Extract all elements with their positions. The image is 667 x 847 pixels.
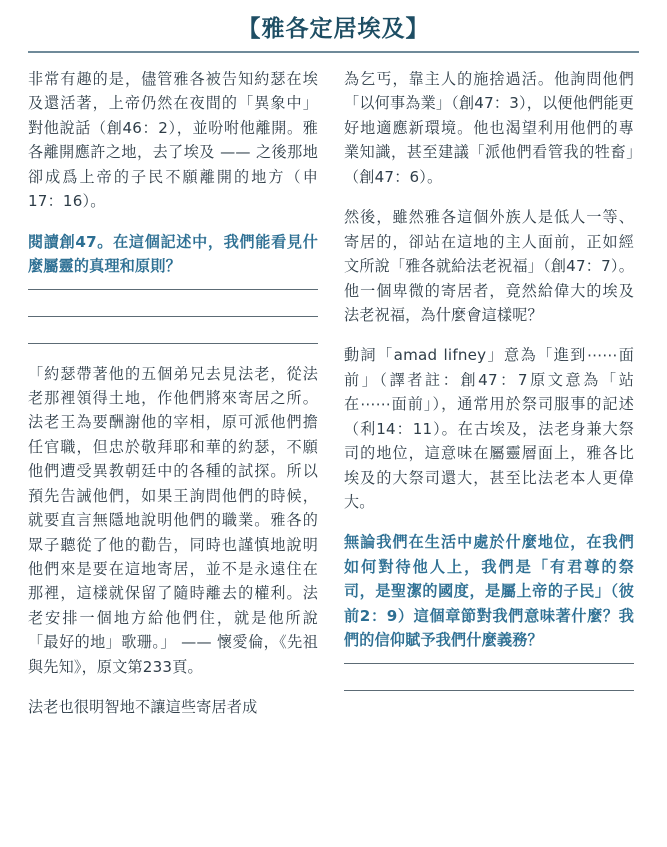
quotation-paragraph: 「約瑟帶著他的五個弟兄去見法老，從法老那裡領得土地，作他們將來寄居之所。法老王為要酬謝他的宰相，原可派他們擔任官職，但忠於敬拜耶和華的約瑟，不願他們遭受異教朝廷中的各種的試探。所以預先告誡他們，如果王詢問他們的時候，就要直言無隱地說明他們的職業。雅各的眾子聽從了他的勸告，同時也謹慎地說明他們來是要在這地寄居，並不是永遠住在那裡，這樣就保留了隨時離去的權利。法老安排一個地方給他們住，就是他所說「最好的地」歌珊。」 —— 懷愛倫，《先祖與先知》，原文第233頁。: [28, 364, 318, 676]
answer-lines-group: [344, 663, 634, 691]
answer-line[interactable]: [344, 663, 634, 664]
page-title-bar: [28, 0, 639, 51]
answer-lines-group: [28, 289, 318, 344]
paragraph: 法老也很明智地不讓這些寄居者成: [28, 698, 258, 717]
study-question: 閱讀創47。在這個記述中，我們能看見什麼屬靈的真理和原則？: [28, 232, 318, 276]
two-column-layout: [28, 67, 639, 736]
study-question: 無論我們在生活中處於什麼地位，在我們如何對待他人上，我們是「有君尊的祭司，是聖潔的國度，是屬上帝的子民」（彼前2：9）這個章節對我們意味著什麼？我們的信仰賦予我們什麼義務？: [344, 533, 634, 650]
paragraph: 然後，雖然雅各這個外族人是低人一等、寄居的，卻站在這地的主人面前，正如經文所說「雅各就給法老祝福」（創47：7）。他一個卑微的寄居者，竟然給偉大的埃及法老祝福，為什麼會這樣呢？: [344, 208, 634, 324]
title-divider: [28, 51, 639, 53]
paragraph: 動詞「amad lifney」意為「進到⋯⋯面前」（譯者註：創47：7原文意為「站在⋯⋯面前」），通常用於祭司服事的記述（利14：11）。在古埃及，法老身兼大祭司的地位，這意味在屬靈層面上，雅各比埃及的大祭司還大，甚至比法老本人更偉大。: [344, 346, 634, 511]
answer-line[interactable]: [28, 343, 318, 344]
left-column: [28, 67, 318, 736]
paragraph: 非常有趣的是，儘管雅各被告知約瑟在埃及還活著，上帝仍然在夜間的「異象中」對他說話（創46：2），並吩咐他離開。雅各離開應許之地，去了埃及 —— 之後那地卻成爲上帝的子民不願離開的地方（申17：16）。: [28, 70, 318, 211]
page-title: 【雅各定居埃及】: [237, 16, 430, 42]
paragraph: 為乞丐，靠主人的施捨過活。他詢問他們「以何事為業」（創47：3），以便他們能更好地適應新環境。他也渴望利用他們的專業知識，甚至建議「派他們看管我的牲畜」（創47：6）。: [344, 70, 634, 186]
right-column: [344, 67, 634, 709]
answer-line[interactable]: [28, 316, 318, 317]
answer-line[interactable]: [344, 690, 634, 691]
answer-line[interactable]: [28, 289, 318, 290]
